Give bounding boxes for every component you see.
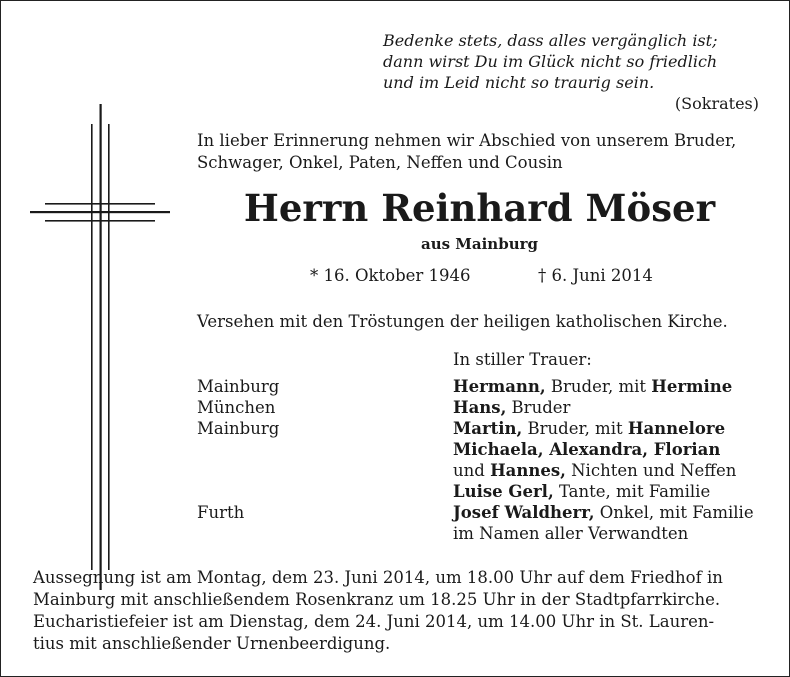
deceased-origin: aus Mainburg [420,235,538,253]
mourner-place: Furth [197,503,245,522]
mourner-relation: Bruder [506,398,571,417]
mourner-name: Hans, [453,398,507,417]
mourner-relation: und [453,461,491,480]
mourner-name: Hannes, [490,461,566,480]
birth-date: * 16. Oktober 1946 [310,266,471,285]
intro-text [197,130,762,174]
funeral-line: Mainburg mit anschließendem Rosenkranz um 18.25 Uhr in der Stadtpfarrkirche. [33,590,721,609]
mourner-place: München [197,398,276,417]
mourner-place: Mainburg [197,377,280,396]
mourner-relation: Nichten und Neffen [565,461,737,480]
sacrament-note: Versehen mit den Tröstungen der heiligen katholischen Kirche. [197,312,728,331]
deceased-name: Herrn Reinhard Möser [243,186,716,230]
mourner-relation: Tante, mit Familie [553,482,711,501]
quote-line: Bedenke stets, dass alles vergänglich ist; [383,31,718,50]
mourner-relation: Bruder, mit [522,419,628,438]
mourner-entry [453,397,570,419]
mourner-name: Martin, [453,419,523,438]
mourner-name: Hermann, [453,377,546,396]
quote-line: dann wirst Du im Glück nicht so friedlich [383,52,718,71]
funeral-details [33,567,765,655]
mourning-heading: In stiller Trauer: [453,350,592,369]
quote-author: (Sokrates) [674,94,759,113]
death-date: † 6. Juni 2014 [538,266,653,285]
mourner-relation: im Namen aller Verwandten [453,524,689,543]
intro-line: Schwager, Onkel, Paten, Neffen und Cousin [197,153,563,172]
mourner-relation: Onkel, mit Familie [594,503,754,522]
mourner-entry [453,523,688,545]
mourner-name: Josef Waldherr, [453,503,595,522]
mourner-entry [453,481,710,503]
intro-line: In lieber Erinnerung nehmen wir Abschied von unserem Bruder, [197,131,737,150]
quote-line: und im Leid nicht so traurig sein. [383,73,655,92]
mourner-entry [453,418,725,440]
mourner-name: Hermine [651,377,733,396]
funeral-line: tius mit anschließender Urnenbeerdigung. [33,634,391,653]
funeral-line: Aussegnung ist am Montag, dem 23. Juni 2014, um 18.00 Uhr auf dem Friedhof in [33,568,723,587]
mourner-entry [453,439,720,461]
mourner-relation: Bruder, mit [545,377,652,396]
funeral-line: Eucharistiefeier ist am Dienstag, dem 24. Juni 2014, um 14.00 Uhr in St. Lauren- [33,612,715,631]
mourner-entry [453,502,754,524]
mourner-name: Luise Gerl, [453,482,554,501]
mourner-entry [453,376,732,398]
mourner-name: Michaela, Alexandra, Florian [453,440,721,459]
mourner-place: Mainburg [197,419,280,438]
mourner-entry [453,460,736,482]
mourner-name: Hannelore [627,419,726,438]
